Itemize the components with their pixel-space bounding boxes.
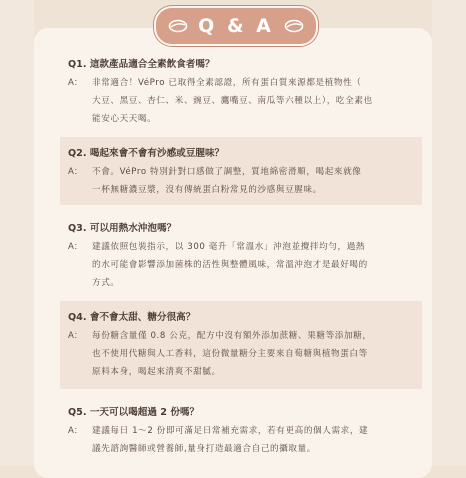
answer-line: 建議依照包裝指示，以 300 毫升「常溫水」沖泡並攪拌均勻，過熱 [92,242,366,252]
answer-line: 每份糖含量僅 0.8 公克，配方中沒有額外添加蔗糖、果糖等添加糖， [92,331,372,341]
answer-line: 也不使用代糖與人工香料，這份微量糖分主要來自萄糖與植物蛋白等 [92,349,368,359]
answer-prefix: A： [68,167,83,177]
answer-line: 一杯無糖濃豆漿，沒有傳統蛋白粉常見的沙感與豆腥味。 [92,185,322,195]
answer-line: 議先諮詢醫師或營養師,量身打造最適合自己的攝取量。 [92,444,316,454]
question-text: Q2. 喝起來會不會有沙感或豆腥味？ [68,148,225,159]
right-margin [432,0,466,466]
answer-line: 原料本身，喝起來清爽不甜膩。 [92,367,221,377]
qa-item-3 [60,212,420,296]
answer-line: 的水可能會影響添加菌株的活性與整體風味，常溫沖泡才是最好喝的 [92,260,368,270]
question-text: Q5. 一天可以喝超過 2 份嗎？ [68,407,200,418]
qa-item-5 [60,396,420,462]
answer-line: 不會。VéPro 特別針對口感做了調整，質地綿密滑順，喝起來就像 [92,167,362,177]
answer-prefix: A： [68,78,83,88]
answer-prefix: A： [68,331,83,341]
qa-header [154,6,318,46]
answer-line: 能安心天天喝。 [92,114,157,124]
question-text: Q4. 會不會太甜、糖分很高？ [68,312,196,323]
answer-line: 建議每日 1～2 份即可滿足日常補充需求，若有更高的個人需求，建 [92,426,369,436]
qa-item-1 [60,48,420,132]
answer-line: 方式。 [92,278,120,288]
answer-prefix: A： [68,242,83,252]
qa-item-2 [60,137,422,205]
qa-item-4 [60,301,422,389]
answer-prefix: A： [68,426,83,436]
coffee-bean-icon [284,19,304,33]
question-text: Q1. 這款產品適合全素飲食者嗎？ [68,59,215,70]
left-margin [0,0,34,466]
question-text: Q3. 可以用熱水沖泡嗎？ [68,223,177,234]
qa-title: Q & A [198,15,274,37]
answer-line: 大豆、黑豆、杏仁、米、豌豆、鷹嘴豆、南瓜等六種以上），吃全素也 [92,96,373,106]
answer-line: 非常適合！VéPro 已取得全素認證，所有蛋白質來源都是植物性（ [92,78,362,88]
